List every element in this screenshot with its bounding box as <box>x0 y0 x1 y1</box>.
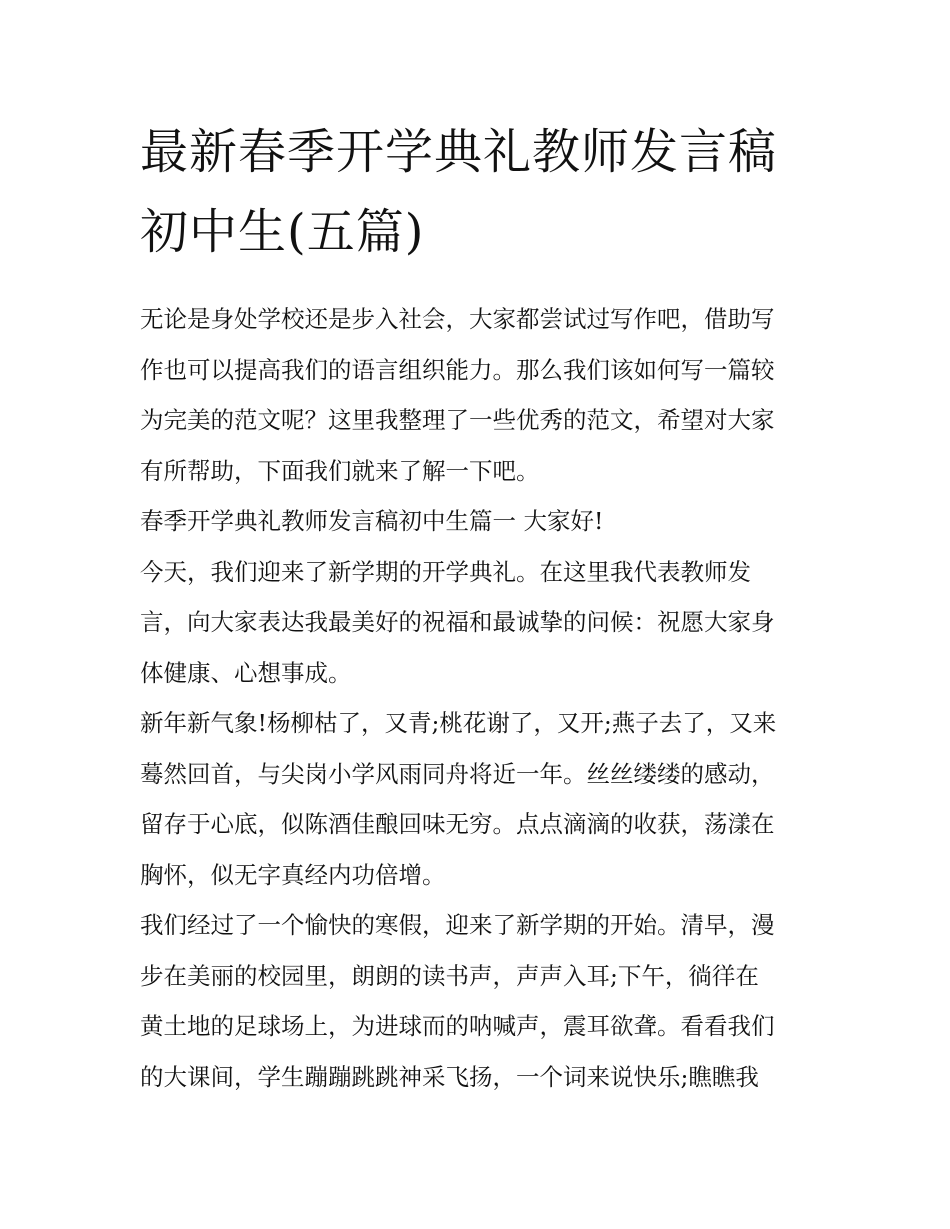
text-line: 今天，我们迎来了新学期的开学典礼。在这里我代表教师发 <box>140 557 751 586</box>
paragraph-opening <box>140 547 815 699</box>
document-title <box>140 112 815 272</box>
text-line: 的大课间，学生蹦蹦跳跳神采飞扬，一个词来说快乐;瞧瞧我 <box>140 1062 759 1091</box>
text-line: 言，向大家表达我最美好的祝福和最诚挚的问候：祝愿大家身 <box>140 608 775 636</box>
text-line: 作也可以提高我们的语言组织能力。那么我们该如何写一篇较 <box>140 355 775 384</box>
paragraph-new-term <box>140 900 815 1102</box>
paragraph-new-year <box>140 698 815 900</box>
text-line: 胸怀，似无字真经内功倍增。 <box>140 860 446 889</box>
text-line: 步在美丽的校园里，朗朗的读书声，声声入耳;下午，徜徉在 <box>140 961 759 990</box>
paragraph-section-heading <box>140 496 815 547</box>
text-line: 有所帮助，下面我们就来了解一下吧。 <box>140 456 540 485</box>
text-line: 蓦然回首，与尖岗小学风雨同舟将近一年。丝丝缕缕的感动， <box>140 759 775 788</box>
text-line: 留存于心底，似陈酒佳酿回味无穷。点点滴滴的收获，荡漾在 <box>140 810 775 838</box>
document-page <box>140 112 815 1102</box>
title-line-1: 最新春季开学典礼教师发言稿 <box>140 124 778 180</box>
text-line: 新年新气象!杨柳枯了，又青;桃花谢了，又开;燕子去了，又来 <box>140 709 777 737</box>
text-line: 无论是身处学校还是步入社会，大家都尝试过写作吧，借助写 <box>140 305 775 333</box>
paragraph-intro <box>140 294 815 496</box>
text-line: 黄土地的足球场上，为进球而的呐喊声，震耳欲聋。看看我们 <box>140 1012 775 1040</box>
text-line: 体健康、心想事成。 <box>140 658 352 687</box>
text-line: 我们经过了一个愉快的寒假，迎来了新学期的开始。清早，漫 <box>140 911 775 939</box>
title-line-2: 初中生(五篇) <box>140 204 425 260</box>
text-line: 为完美的范文呢？这里我整理了一些优秀的范文，希望对大家 <box>140 406 775 434</box>
document-body <box>140 294 815 1102</box>
text-line: 春季开学典礼教师发言稿初中生篇一 大家好! <box>140 507 604 535</box>
